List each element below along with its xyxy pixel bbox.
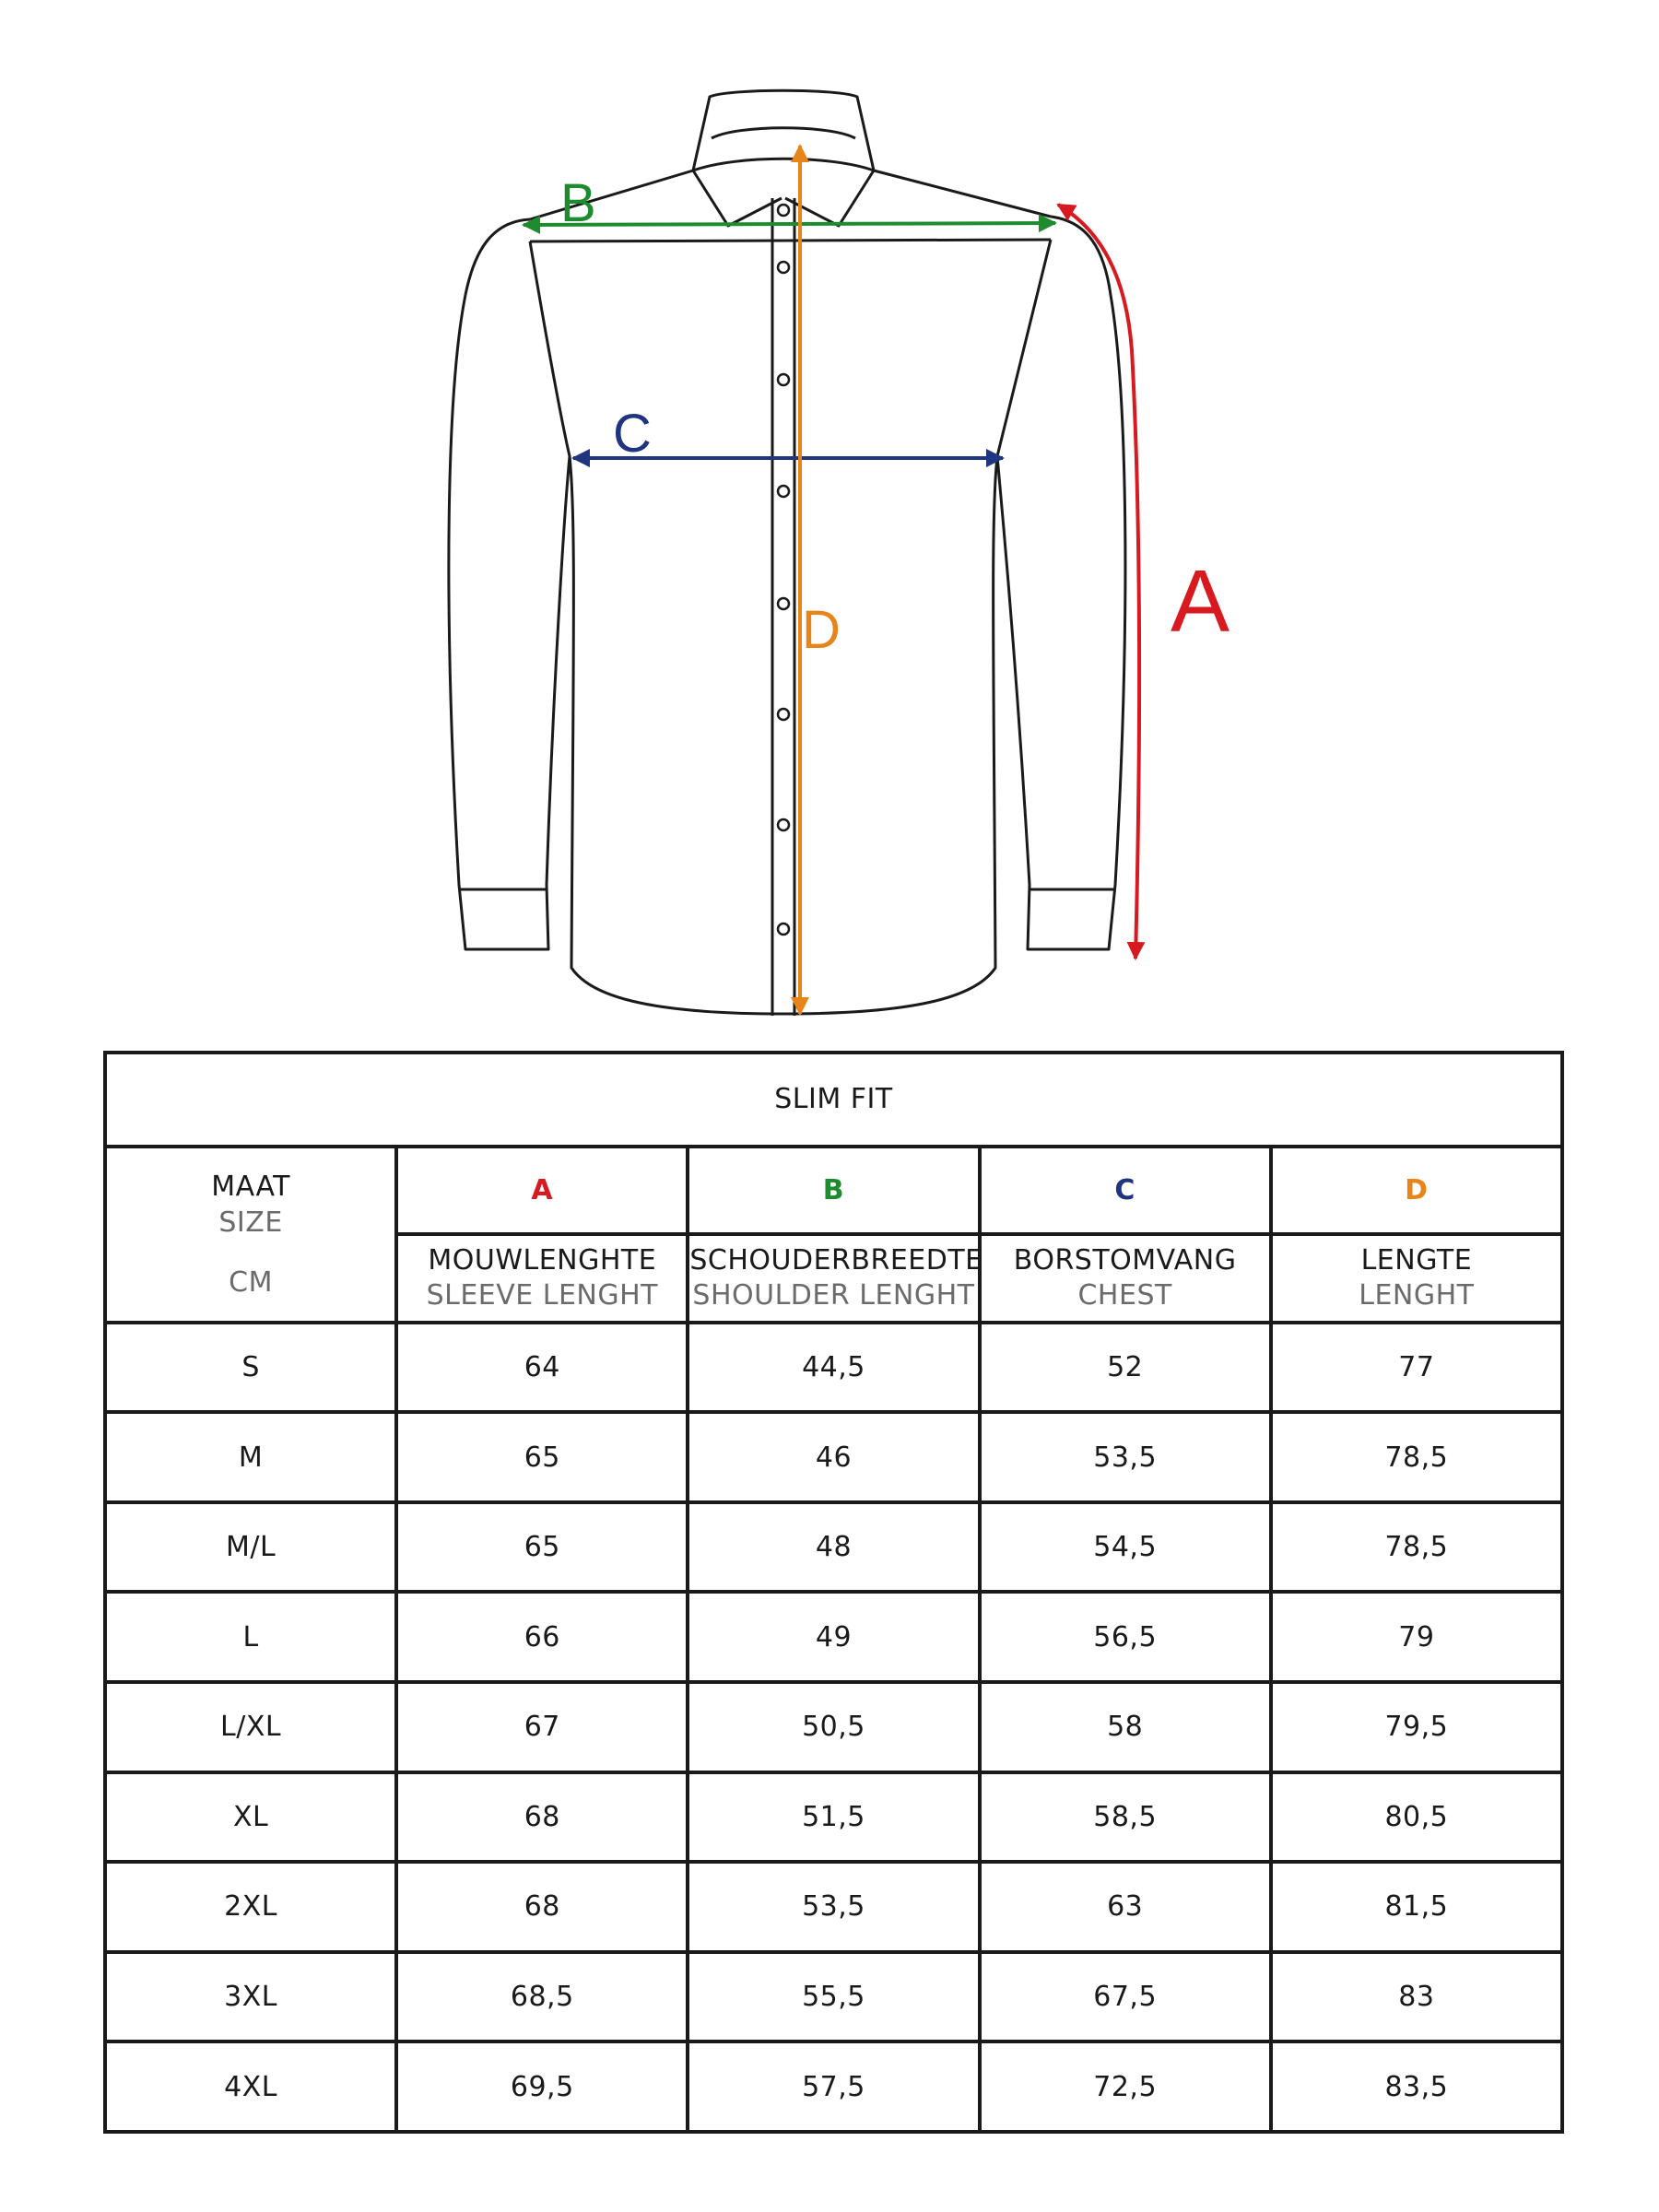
size-header [105, 1147, 396, 1323]
column-letter-b: B [688, 1147, 979, 1235]
column-label-nl: SCHOUDERBREEDTE [689, 1244, 983, 1277]
table-row [105, 1682, 1562, 1772]
label-a: A [1171, 552, 1230, 651]
label-d: D [802, 600, 841, 660]
size-header-en: SIZE [218, 1206, 283, 1239]
measurement-cell: 48 [688, 1502, 979, 1593]
measurement-cell: 57,5 [688, 2041, 979, 2132]
measurement-cell: 63 [980, 1862, 1271, 1952]
measurement-cell: 50,5 [688, 1682, 979, 1772]
table-row [105, 1862, 1562, 1952]
table-row [105, 1412, 1562, 1502]
measurement-cell: 49 [688, 1592, 979, 1682]
measurement-cell: 65 [396, 1412, 688, 1502]
size-cell: 4XL [105, 2041, 396, 2132]
measurement-cell: 55,5 [688, 1952, 979, 2042]
column-label-nl: LENGTE [1360, 1244, 1473, 1277]
measurement-cell: 56,5 [980, 1592, 1271, 1682]
button-icon [778, 924, 789, 935]
button-icon [778, 709, 789, 720]
size-cell: L/XL [105, 1682, 396, 1772]
button-icon [778, 205, 789, 216]
size-cell: S [105, 1323, 396, 1413]
measurement-cell: 77 [1271, 1323, 1562, 1413]
measurement-cell: 64 [396, 1323, 688, 1413]
shirt-measurement-diagram [0, 0, 1659, 1041]
column-label-shoulder [688, 1234, 983, 1323]
column-label-sleeve [396, 1234, 688, 1323]
measurement-cell: 68 [396, 1772, 688, 1863]
table-title: SLIM FIT [105, 1053, 1562, 1147]
column-letter-d: D [1271, 1147, 1562, 1235]
column-label-chest [980, 1234, 1271, 1323]
measurement-cell: 78,5 [1271, 1412, 1562, 1502]
table-row [105, 1952, 1562, 2042]
measurement-cell: 79,5 [1271, 1682, 1562, 1772]
measurement-cell: 54,5 [980, 1502, 1271, 1593]
size-chart-table [103, 1051, 1564, 2134]
measurement-cell: 53,5 [980, 1412, 1271, 1502]
column-label-en: SHOULDER LENGHT [692, 1278, 975, 1312]
table-row [105, 1592, 1562, 1682]
button-icon [778, 819, 789, 830]
size-header-nl: MAAT [211, 1170, 290, 1203]
shoulder-arrow-icon [524, 223, 1055, 225]
size-cell: 2XL [105, 1862, 396, 1952]
measurement-cell: 66 [396, 1592, 688, 1682]
measurement-cell: 68,5 [396, 1952, 688, 2042]
column-label-en: CHEST [1077, 1278, 1172, 1312]
sleeve-arrow-icon [1058, 205, 1139, 959]
measurement-cell: 52 [980, 1323, 1271, 1413]
shirt-outline-icon [449, 90, 1125, 1016]
column-label-length [1271, 1234, 1562, 1323]
measurement-cell: 68 [396, 1862, 688, 1952]
measurement-cell: 58,5 [980, 1772, 1271, 1863]
measurement-cell: 44,5 [688, 1323, 979, 1413]
measurement-cell: 72,5 [980, 2041, 1271, 2132]
measurement-cell: 53,5 [688, 1862, 979, 1952]
button-icons [778, 205, 789, 935]
table-row [105, 2041, 1562, 2132]
size-cell: L [105, 1592, 396, 1682]
table-row [105, 1772, 1562, 1863]
measurement-cell: 67,5 [980, 1952, 1271, 2042]
measurement-cell: 46 [688, 1412, 979, 1502]
measurement-cell: 58 [980, 1682, 1271, 1772]
button-icon [778, 598, 789, 609]
label-c: C [613, 404, 652, 464]
measurement-cell: 83,5 [1271, 2041, 1562, 2132]
column-label-en: LENGHT [1359, 1278, 1475, 1312]
column-label-nl: MOUWLENGHTE [428, 1244, 657, 1277]
measurement-cell: 51,5 [688, 1772, 979, 1863]
button-icon [778, 486, 789, 497]
size-cell: 3XL [105, 1952, 396, 2042]
column-letter-c: C [980, 1147, 1271, 1235]
measurement-cell: 69,5 [396, 2041, 688, 2132]
button-icon [778, 262, 789, 273]
size-header-unit: CM [229, 1265, 274, 1299]
measurement-cell: 78,5 [1271, 1502, 1562, 1593]
measurement-cell: 67 [396, 1682, 688, 1772]
label-b: B [560, 173, 596, 233]
button-icon [778, 374, 789, 385]
measurement-cell: 80,5 [1271, 1772, 1562, 1863]
measurement-cell: 65 [396, 1502, 688, 1593]
size-cell: M [105, 1412, 396, 1502]
measurement-cell: 83 [1271, 1952, 1562, 2042]
size-cell: M/L [105, 1502, 396, 1593]
column-label-en: SLEEVE LENGHT [426, 1278, 658, 1312]
table-row [105, 1323, 1562, 1413]
table-row [105, 1502, 1562, 1593]
column-label-nl: BORSTOMVANG [1013, 1244, 1237, 1277]
measurement-cell: 81,5 [1271, 1862, 1562, 1952]
column-letter-a: A [396, 1147, 688, 1235]
measurement-cell: 79 [1271, 1592, 1562, 1682]
size-cell: XL [105, 1772, 396, 1863]
